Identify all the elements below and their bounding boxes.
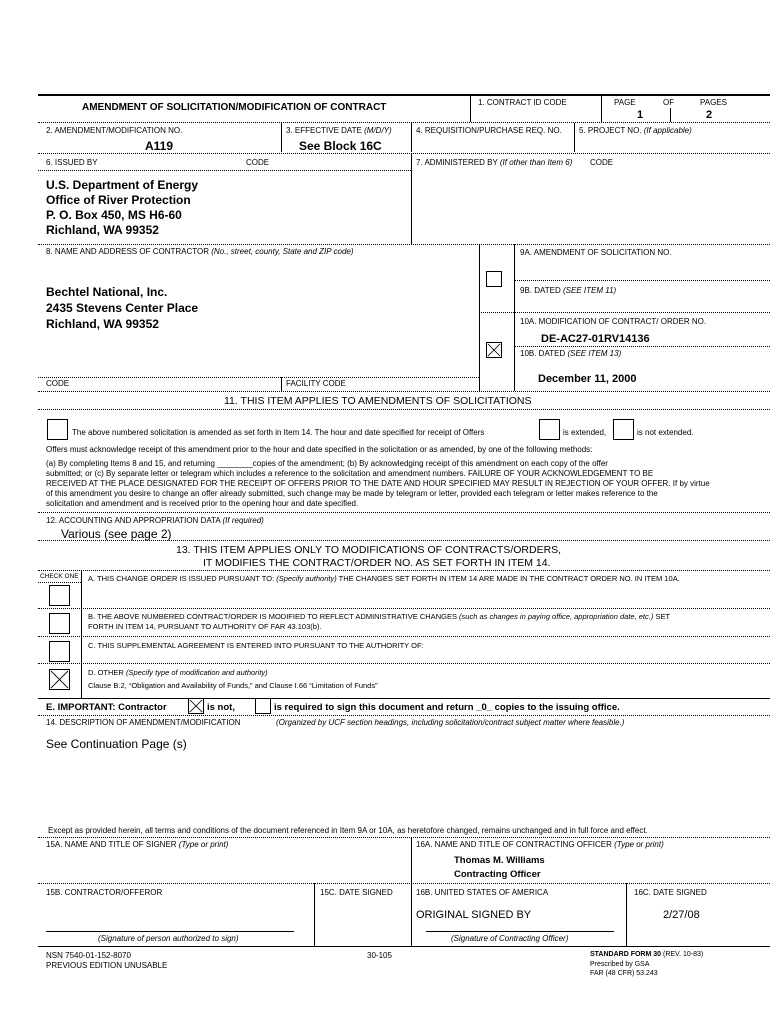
- extended-checkbox[interactable]: [539, 419, 560, 440]
- divider: [314, 883, 315, 947]
- of-label: OF: [663, 98, 675, 107]
- check-one-label: CHECK ONE: [40, 573, 79, 580]
- rule: [38, 409, 770, 410]
- effective-date-label: 3. EFFECTIVE DATE (M/D/Y): [286, 126, 392, 135]
- pages-total: 2: [706, 109, 713, 121]
- divider: [479, 244, 480, 391]
- date-signed-16c-label: 16C. DATE SIGNED: [634, 888, 707, 897]
- issuer-address-line: Office of River Protection: [46, 193, 191, 207]
- dated-10b-value: December 11, 2000: [538, 373, 637, 385]
- rule: [38, 153, 770, 154]
- requisition-label: 4. REQUISITION/PURCHASE REQ. NO.: [416, 126, 562, 135]
- page-label: PAGE: [614, 98, 636, 107]
- check-x-icon: [50, 670, 69, 689]
- important-rest: is required to sign this document and return _0_ copies to the issuing office.: [274, 702, 620, 713]
- check-x-icon: [487, 343, 501, 357]
- original-signed: ORIGINAL SIGNED BY: [416, 909, 532, 921]
- rule: [38, 837, 770, 838]
- divider: [411, 837, 412, 947]
- option-b-line2: FORTH IN ITEM 14, PURSUANT TO AUTHORITY OF FAR 43.103(b).: [88, 622, 322, 631]
- issued-by-label: 6. ISSUED BY: [46, 158, 98, 167]
- contractor-address-line: Richland, WA 99352: [46, 317, 159, 331]
- rule: [38, 540, 770, 541]
- divider: [470, 95, 471, 122]
- amendment-solicitation-label: 9A. AMENDMENT OF SOLICITATION NO.: [520, 248, 672, 257]
- rule: [38, 698, 770, 699]
- signer-label: 15A. NAME AND TITLE OF SIGNER (Type or print): [46, 840, 229, 849]
- officer-title: Contracting Officer: [454, 869, 541, 880]
- option-d-detail: Clause B.2, “Obligation and Availability of Funds,” and Clause I.66 “Limitation of Funds”: [88, 681, 378, 690]
- date-signed-15c-label: 15C. DATE SIGNED: [320, 888, 393, 897]
- facility-code-label: FACILITY CODE: [286, 379, 346, 388]
- description-label: 14. DESCRIPTION OF AMENDMENT/MODIFICATION: [46, 718, 241, 727]
- item11-paragraph-line: solicitation and amendment and is received prior to the opening hour and date specified.: [46, 499, 359, 508]
- option-a-checkbox[interactable]: [49, 585, 70, 606]
- standard-form: STANDARD FORM 30 (REV. 10-83): [590, 951, 704, 958]
- contractor-label: 8. NAME AND ADDRESS OF CONTRACTOR (No., street, county, State and ZIP code): [46, 247, 354, 256]
- form-code: 30-105: [367, 951, 392, 960]
- page-number: 1: [637, 109, 644, 121]
- accounting-label: 12. ACCOUNTING AND APPROPRIATION DATA (If required): [46, 516, 264, 525]
- rule: [38, 582, 81, 583]
- item11-title: 11. THIS ITEM APPLIES TO AMENDMENTS OF SOLICITATIONS: [224, 395, 532, 407]
- rule: [38, 122, 770, 123]
- divider: [281, 377, 282, 391]
- project-no-label: 5. PROJECT NO. (If applicable): [579, 126, 692, 135]
- amendment-solicitation-checkbox[interactable]: [486, 271, 502, 287]
- administered-by-label: 7. ADMINISTERED BY (If other than Item 6): [416, 158, 573, 167]
- is-not-label: is not,: [207, 702, 235, 713]
- rule: [38, 715, 770, 716]
- signature-person-caption: (Signature of person authorized to sign): [98, 934, 239, 943]
- option-c-checkbox[interactable]: [49, 641, 70, 662]
- contract-id-label: 1. CONTRACT ID CODE: [478, 98, 567, 107]
- rule: [38, 883, 770, 884]
- rule: [38, 663, 770, 664]
- officer-label: 16A. NAME AND TITLE OF CONTRACTING OFFICER (Type or print): [416, 840, 664, 849]
- extended-label: is extended,: [563, 428, 607, 437]
- rule: [38, 512, 770, 513]
- amendment-no-value: A119: [145, 139, 174, 153]
- modification-contract-label: 10A. MODIFICATION OF CONTRACT/ ORDER NO.: [520, 317, 707, 326]
- modification-contract-value: DE-AC27-01RV14136: [541, 333, 650, 345]
- rule: [38, 244, 770, 245]
- rule: [38, 377, 479, 378]
- rule: [38, 391, 770, 392]
- top-border: [38, 94, 770, 96]
- dated-9b-label: 9B. DATED (SEE ITEM 11): [520, 286, 617, 295]
- signature-line: [426, 931, 614, 932]
- bottom-border: [38, 946, 770, 947]
- far-reference: FAR (48 CFR) 53.243: [590, 970, 658, 977]
- rule: [38, 170, 411, 171]
- signature-officer-caption: (Signature of Contracting Officer): [451, 934, 569, 943]
- issuer-address-line: P. O. Box 450, MS H6-60: [46, 208, 182, 222]
- issuer-address-line: Richland, WA 99352: [46, 223, 159, 237]
- important-label: E. IMPORTANT: Contractor: [46, 702, 167, 713]
- option-b-text: B. THE ABOVE NUMBERED CONTRACT/ORDER IS MODIFIED TO REFLECT ADMINISTRATIVE CHANGES (such as changes in paying office, appropriation date, etc.) SET: [88, 612, 671, 621]
- item11-line2: Offers must acknowledge receipt of this amendment prior to the hour and date specified in the solicitation or as amended, by one of the following methods:: [46, 445, 593, 454]
- accounting-value: Various (see page 2): [61, 527, 172, 541]
- signature-line: [46, 931, 294, 932]
- rule: [38, 608, 770, 609]
- check-column-divider: [81, 570, 82, 698]
- code-label: CODE: [46, 379, 70, 388]
- contractor-offeror-label: 15B. CONTRACTOR/OFFEROR: [46, 888, 163, 897]
- effective-date-value: See Block 16C: [299, 139, 382, 153]
- contractor-address-line: Bechtel National, Inc.: [46, 285, 168, 299]
- usa-label: 16B. UNITED STATES OF AMERICA: [416, 888, 549, 897]
- pages-label: PAGES: [700, 98, 727, 107]
- divider: [601, 95, 602, 122]
- item11-paragraph-line: (a) By completing Items 8 and 15, and returning ________copies of the amendment; (b) By acknowledging receipt of this amendment on each copy of the offer: [46, 459, 608, 468]
- divider: [411, 154, 412, 244]
- item11-paragraph-line: RECEIVED AT THE PLACE DESIGNATED FOR THE RECEIPT OF OFFERS PRIOR TO THE DATE AND HOUR SPECIFIED MAY RESULT IN REJECTION OF YOUR OFFER. If by virtue: [46, 479, 710, 488]
- form-title: AMENDMENT OF SOLICITATION/MODIFICATION OF CONTRACT: [82, 102, 387, 113]
- dated-10b-label: 10B. DATED (SEE ITEM 13): [520, 349, 622, 358]
- description-note: (Organized by UCF section headings, including solicitation/contract subject matter where feasible.): [276, 718, 625, 727]
- rule: [514, 280, 770, 281]
- divider: [514, 244, 515, 391]
- item11-line1: The above numbered solicitation is amended as set forth in Item 14. The hour and date specified for receipt of Offers: [72, 428, 485, 437]
- rule: [38, 570, 770, 571]
- item13-subtitle: IT MODIFIES THE CONTRACT/ORDER NO. AS SET FORTH IN ITEM 14.: [203, 557, 551, 569]
- is-not-checkbox[interactable]: [188, 698, 204, 714]
- option-b-checkbox[interactable]: [49, 613, 70, 634]
- amendment-no-label: 2. AMENDMENT/MODIFICATION NO.: [46, 126, 183, 135]
- rule: [38, 636, 770, 637]
- nsn-number: NSN 7540-01-152-8070: [46, 951, 131, 960]
- rule: [514, 346, 770, 347]
- description-value: See Continuation Page (s): [46, 737, 187, 751]
- issued-code-label: CODE: [246, 158, 270, 167]
- date-signed-value: 2/27/08: [663, 909, 700, 921]
- check-x-icon: [189, 699, 203, 713]
- modification-contract-checkbox[interactable]: [486, 342, 502, 358]
- option-c-text: C. THIS SUPPLEMENTAL AGREEMENT IS ENTERED INTO PURSUANT TO THE AUTHORITY OF:: [88, 641, 424, 650]
- divider: [626, 883, 627, 947]
- prescribed-by: Prescribed by GSA: [590, 961, 650, 968]
- is-required-checkbox[interactable]: [255, 698, 271, 714]
- option-a-text: A. THIS CHANGE ORDER IS ISSUED PURSUANT TO: (Specify authority) THE CHANGES SET FORTH IN ITEM 14 ARE MADE IN THE CONTRACT ORDER NO. IN ITEM 10A.: [88, 574, 680, 583]
- not-extended-checkbox[interactable]: [613, 419, 634, 440]
- administered-code-label: CODE: [590, 158, 614, 167]
- item11-paragraph-line: of this amendment you desire to change an offer already submitted, such change may be made by telegram or letter, provided each telegram or letter makes reference to the: [46, 489, 658, 498]
- officer-name: Thomas M. Williams: [454, 855, 545, 866]
- divider: [574, 123, 575, 152]
- previous-edition: PREVIOUS EDITION UNUSABLE: [46, 961, 168, 970]
- solicitation-amended-checkbox[interactable]: [47, 419, 68, 440]
- contractor-address-line: 2435 Stevens Center Place: [46, 301, 199, 315]
- divider: [670, 108, 671, 122]
- except-text: Except as provided herein, all terms and conditions of the document referenced in Item 9A or 10A, as heretofore changed, remains unchanged and in full force and effect.: [48, 826, 648, 835]
- divider: [411, 123, 412, 152]
- item11-paragraph-line: submitted; or (c) By separate letter or telegram which includes a reference to the solicitation and amendment numbers. FAILURE OF YOUR ACKNOWLEDGEMENT TO BE: [46, 469, 654, 478]
- option-d-checkbox[interactable]: [49, 669, 70, 690]
- rule: [479, 312, 770, 313]
- not-extended-label: is not extended.: [637, 428, 694, 437]
- issuer-address-line: U.S. Department of Energy: [46, 178, 199, 192]
- divider: [281, 123, 282, 152]
- item13-title: 13. THIS ITEM APPLIES ONLY TO MODIFICATIONS OF CONTRACTS/ORDERS,: [176, 544, 562, 556]
- option-d-text: D. OTHER (Specify type of modification and authority): [88, 668, 268, 677]
